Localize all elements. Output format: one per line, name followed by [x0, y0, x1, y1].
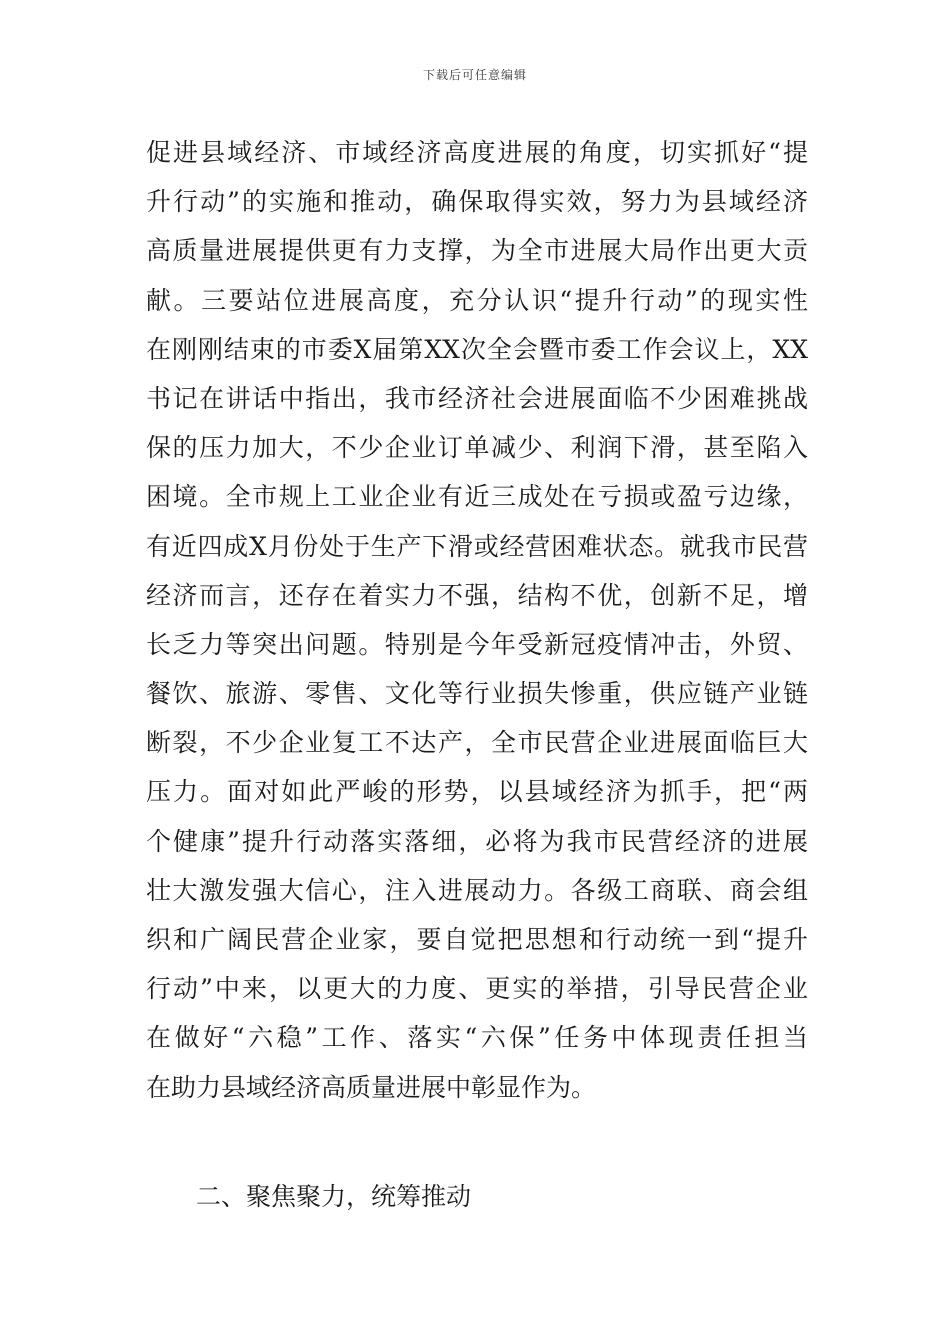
paragraph-line: 壮大激发强大信心，注入进展动力。各级工商联、商会组: [146, 875, 808, 905]
paragraph-line: 困境。全市规上工业企业有近三成处在亏损或盈亏边缘，: [146, 482, 808, 512]
paragraph-line: 保的压力加大，不少企业订单减少、利润下滑，甚至陷入: [146, 433, 808, 463]
paragraph-line: 织和广阔民营企业家，要自觉把思想和行动统一到“提升: [146, 925, 808, 954]
paragraph-line: 餐饮、旅游、零售、文化等行业损失惨重，供应链产业链: [146, 679, 808, 709]
paragraph-line: 在刚刚结束的市委X届第XX次全会暨市委工作会议上，XX: [146, 334, 808, 364]
paragraph-line: 断裂，不少企业复工不达产，全市民营企业进展面临巨大: [146, 728, 808, 758]
body-paragraph: [146, 128, 808, 1112]
paragraph-line: 个健康”提升行动落实落细，必将为我市民营经济的进展: [146, 826, 808, 856]
page-header: 下载后可任意编辑: [422, 68, 527, 82]
paragraph-line: 行动”中来，以更大的力度、更实的举措，引导民营企业: [146, 974, 808, 1004]
paragraph-line: 在做好“六稳”工作、落实“六保”任务中体现责任担当: [146, 1023, 808, 1053]
paragraph-line: 经济而言，还存在着实力不强，结构不优，创新不足，增: [146, 580, 808, 610]
paragraph-line: 压力。面对如此严峻的形势，以县域经济为抓手，把“两: [146, 777, 808, 807]
paragraph-line: 促进县域经济、市域经济高度进展的角度，切实抓好“提: [146, 138, 808, 167]
paragraph-line: 有近四成X月份处于生产下滑或经营困难状态。就我市民营: [146, 531, 808, 561]
paragraph-line: 书记在讲话中指出，我市经济社会进展面临不少困难挑战: [146, 383, 808, 413]
paragraph-line: 献。三要站位进展高度，充分认识“提升行动”的现实性: [146, 285, 808, 315]
paragraph-line: 高质量进展提供更有力支撑，为全市进展大局作出更大贡: [146, 236, 808, 266]
paragraph-line: 在助力县域经济高质量进展中彰显作为。: [146, 1072, 597, 1102]
section-heading: 二、聚焦聚力，统筹推动: [196, 1182, 472, 1211]
paragraph-line: 升行动”的实施和推动，确保取得实效，努力为县域经济: [146, 187, 808, 217]
paragraph-line: 长乏力等突出问题。特别是今年受新冠疫情冲击，外贸、: [146, 629, 808, 659]
